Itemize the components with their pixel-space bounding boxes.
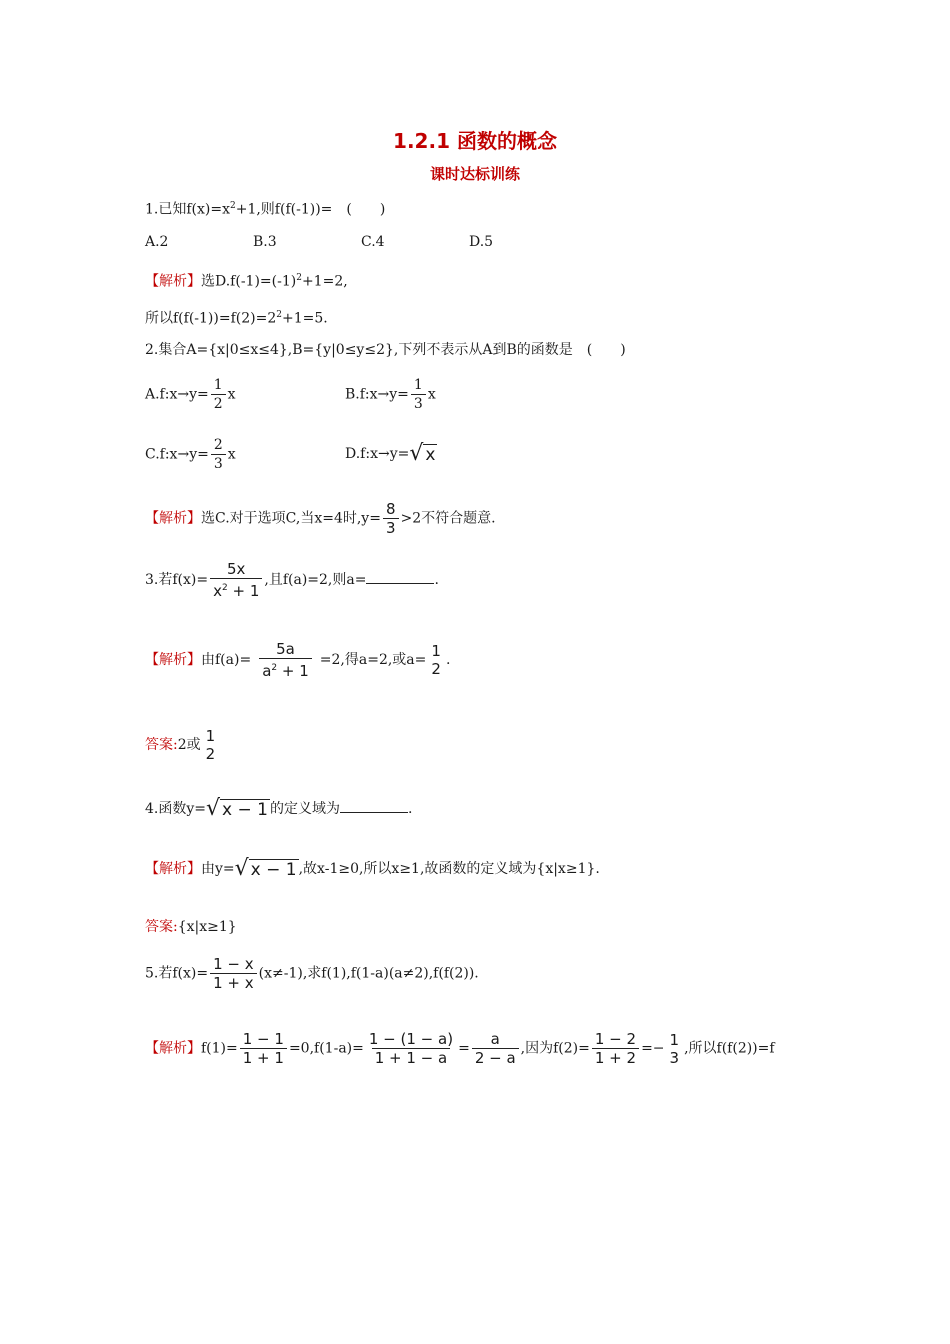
q1-solution-2: 所以$f(f(-1))=f(2)=2^2+1=5$. — [145, 310, 328, 327]
q2-option-b: B.f:x→y= $\frac{1}{3}$ x — [345, 377, 436, 412]
answer-blank — [340, 798, 408, 813]
page-subtitle: 课时达标训练 — [429, 165, 520, 183]
q2-option-c: C.f:x→y= $\frac{2}{3}$ x — [145, 437, 236, 472]
q1-option-a: A.2 — [145, 234, 169, 250]
question-4: 4.函数y= √ x − 1 的定义域为 . — [145, 796, 413, 821]
page-title: 1.2.1 函数的概念 — [393, 129, 557, 153]
question-2: 2.集合A={x|0≤x≤4},B={y|0≤y≤2},下列不表示从A到B的函数是 ( ) — [145, 342, 626, 358]
question-5: 5.若f(x)= $\frac{1 - x}{1 + x}$ (x≠-1),求f(1),f(1-a)(a≠2),f(f(2)). — [145, 955, 479, 992]
q3-solution: 【解析】由f(a)= $\frac{5a}{a^2 + 1}$ =2,得a=2,或a= 1 2 . — [145, 640, 451, 680]
q3-answer: 答案:2或 1 2 — [145, 727, 216, 763]
q1-solution: 【解析】选$D.f(-1)=(-1)^2+1=2$, — [145, 273, 348, 290]
q1-option-c: C.4 — [361, 234, 385, 250]
question-1: 1.已知$f(x)=x^2+1$,则f(f(-1))= ( ) — [145, 201, 386, 218]
q2-option-a: A.f:x→y= $\frac{1}{2}$ x — [145, 377, 236, 412]
question-3: 3.若f(x)= $\frac{5x}{x^2 + 1}$ ,且f(a)=2,则a= . — [145, 560, 439, 600]
q4-solution: 【解析】由y= √ x − 1 ,故x-1≥0,所以x≥1,故函数的定义域为{x|x≥1}. — [145, 856, 600, 881]
q1-option-b: B.3 — [253, 234, 277, 250]
q2-solution: 【解析】选C.对于选项C,当x=4时,y= $\frac{8}{3}$ >2不符合题意. — [145, 500, 496, 537]
q4-answer: 答案:{x|x≥1} — [145, 919, 237, 935]
q1-option-d: D.5 — [469, 234, 494, 250]
q5-solution: 【解析】f(1)= $\frac{1 - 1}{1 + 1}$ =0,f(1-a)= $\frac{1 - (1 - a)}{1 + 1 - a}$ = $\frac{a}{2 - a}$ ,因为f(2)= $\frac{1 - 2}{1 + 2}$ =− 1 3 ,所以f(f(2))=f — [145, 1030, 775, 1067]
answer-blank — [366, 569, 434, 584]
jiexi-label: 【解析】 — [145, 273, 201, 290]
q2-option-d: D.f:x→y= √ x — [345, 441, 436, 466]
